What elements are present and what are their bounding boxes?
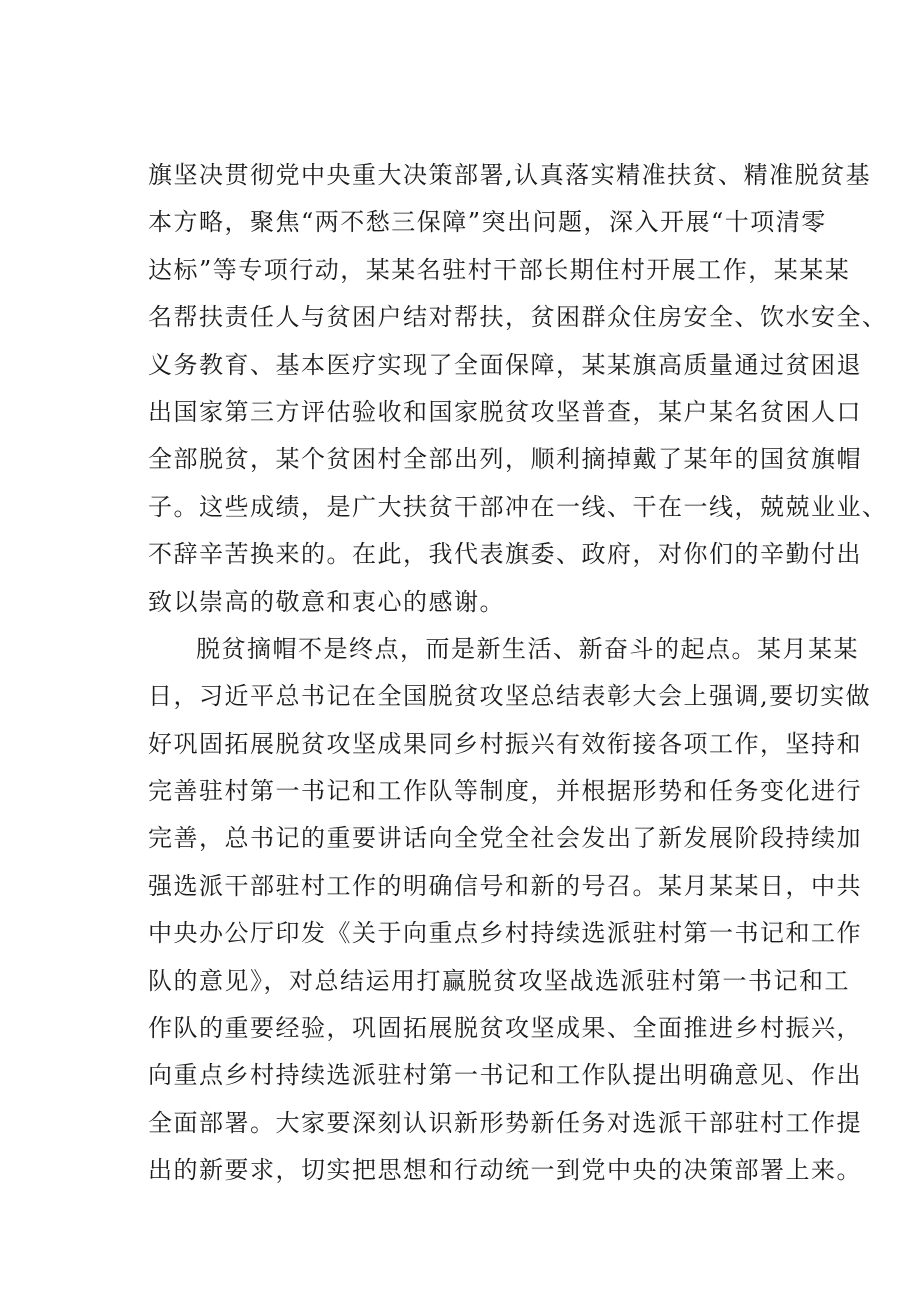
text-line: 完善驻村第一书记和工作队等制度，并根据形势和任务变化进行 <box>148 777 862 806</box>
text-line: 完善，总书记的重要讲话向全党全社会发出了新发展阶段持续加 <box>148 824 862 853</box>
text-line: 达标”等专项行动，某某名驻村干部长期住村开展工作，某某某 <box>148 255 851 284</box>
text-line: 出国家第三方评估验收和国家脱贫攻坚普查，某户某名贫困人口 <box>148 397 862 426</box>
text-line: 旗坚决贯彻党中央重大决策部署,认真落实精准扶贫、精准脱贫基 <box>148 161 872 189</box>
text-line-indented: 脱贫摘帽不是终点，而是新生活、新奋斗的起点。某月某某 <box>196 634 859 663</box>
text-line: 向重点乡村持续选派驻村第一书记和工作队提出明确意见、作出 <box>148 1061 862 1090</box>
paragraph-1 <box>148 152 888 626</box>
text-line: 日，习近平总书记在全国脱贫攻坚总结表彰大会上强调,要切实做 <box>148 682 872 711</box>
text-line: 队的意见》，对总结运用打赢脱贫攻坚战选派驻村第一书记和工 <box>148 966 850 995</box>
text-line: 全面部署。大家要深刻认识新形势新任务对选派干部驻村工作提 <box>148 1108 862 1137</box>
text-line: 义务教育、基本医疗实现了全面保障，某某旗高质量通过贫困退 <box>148 350 862 379</box>
text-line: 子。这些成绩，是广大扶贫干部冲在一线、干在一线，兢兢业业、 <box>148 492 888 521</box>
text-line: 好巩固拓展脱贫攻坚成果同乡村振兴有效衔接各项工作，坚持和 <box>148 729 862 758</box>
text-line: 全部脱贫，某个贫困村全部出列，顺利摘掉戴了某年的国贫旗帽 <box>148 445 862 474</box>
text-line: 本方略，聚焦“两不愁三保障”突出问题，深入开展“十项清零 <box>148 208 827 237</box>
document-body <box>148 152 888 1195</box>
text-line: 作队的重要经验，巩固拓展脱贫攻坚成果、全面推进乡村振兴， <box>148 1014 862 1043</box>
text-line: 中央办公厅印发《关于向重点乡村持续选派驻村第一书记和工作 <box>148 919 862 948</box>
text-line: 出的新要求，切实把思想和行动统一到党中央的决策部署上来。 <box>148 1156 862 1185</box>
text-line: 不辞辛苦换来的。在此，我代表旗委、政府，对你们的辛勤付出 <box>148 540 862 569</box>
text-line: 致以崇高的敬意和衷心的感谢。 <box>148 587 505 616</box>
text-line: 强选派干部驻村工作的明确信号和新的号召。某月某某日，中共 <box>148 871 862 900</box>
paragraph-2 <box>148 626 872 1195</box>
text-line: 名帮扶责任人与贫困户结对帮扶，贫困群众住房安全、饮水安全、 <box>148 303 888 332</box>
